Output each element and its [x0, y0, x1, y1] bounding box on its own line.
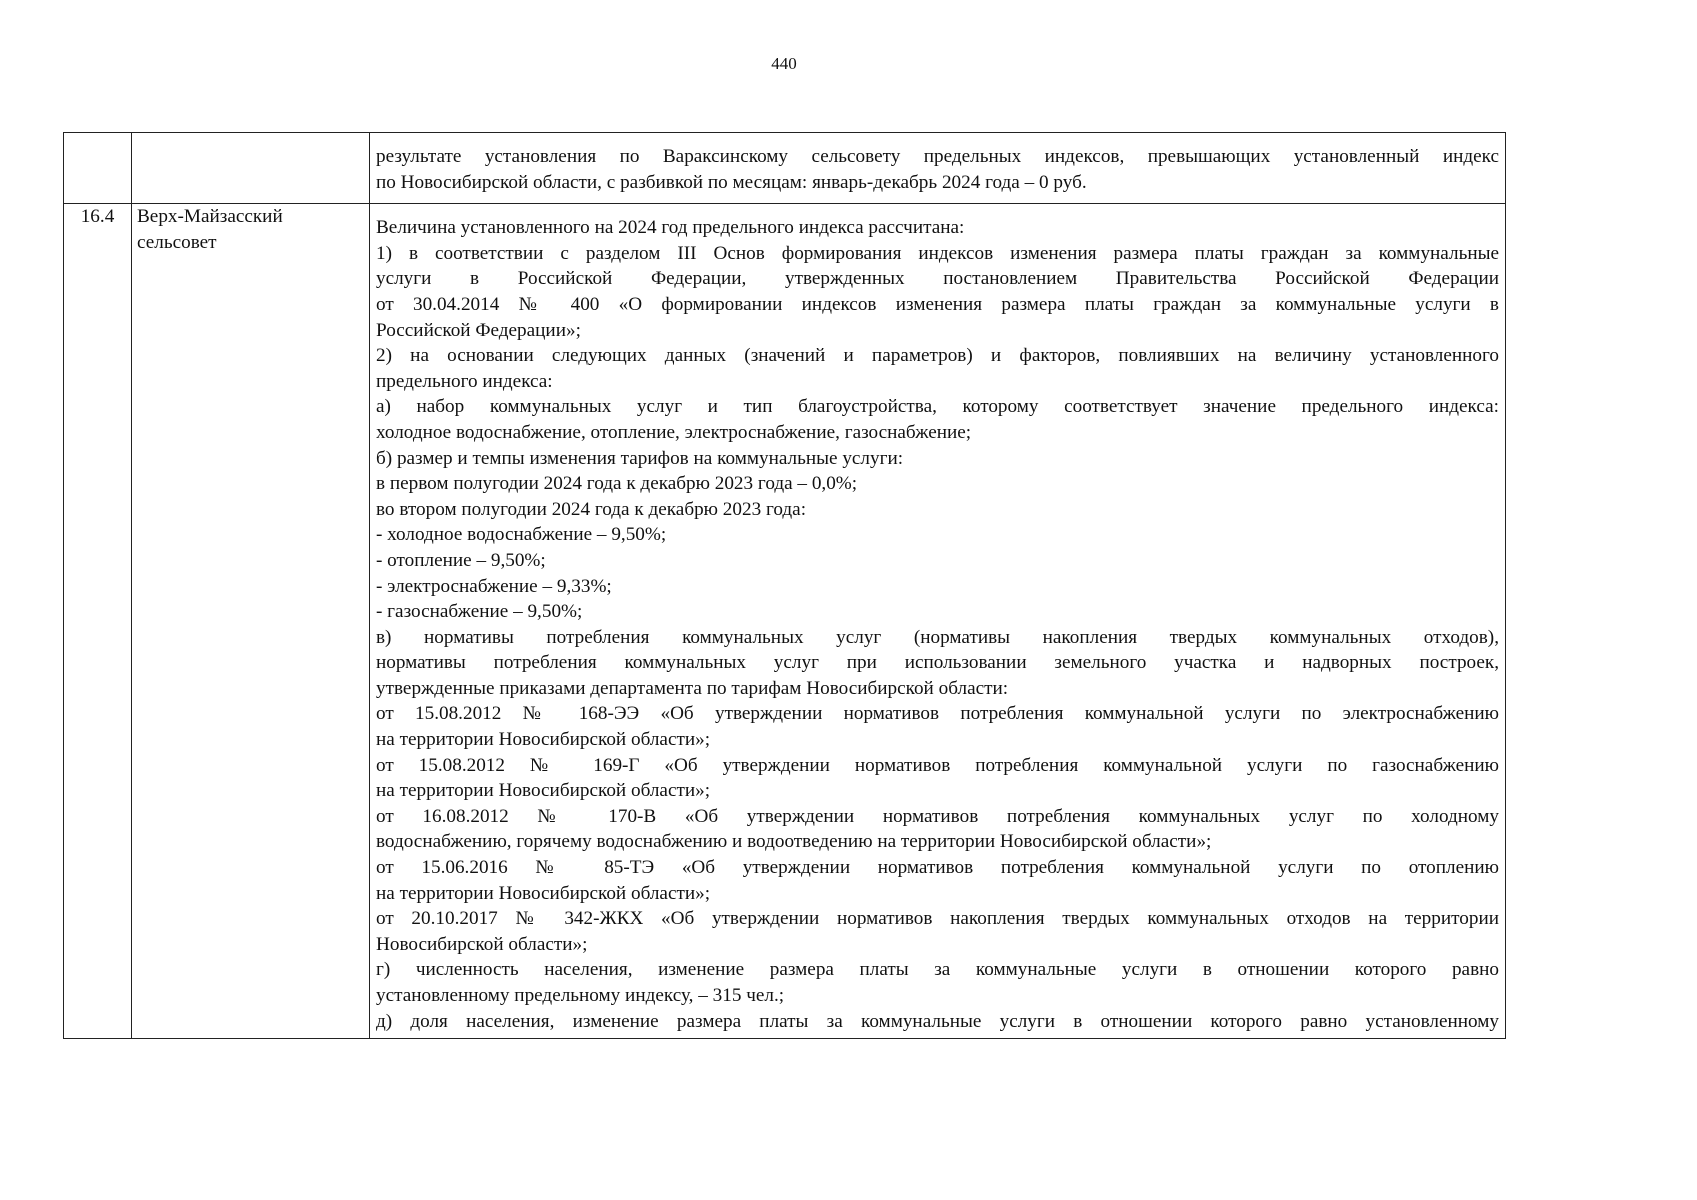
text-line: б) размер и темпы изменения тарифов на коммунальные услуги:: [376, 447, 904, 469]
text-line: - отопление – 9,50%;: [376, 549, 546, 571]
text-line: 2) на основании следующих данных (значений и параметров) и факторов, повлиявших на величину установленного: [376, 345, 1499, 367]
text-line: Российской Федерации»;: [376, 319, 581, 341]
table-row: [64, 204, 1506, 1039]
municipality-name-line: сельсовет: [137, 231, 217, 253]
text-line: во втором полугодии 2024 года к декабрю 2023 года:: [376, 498, 807, 520]
page-number: 440: [771, 54, 797, 73]
text-line: Величина установленного на 2024 год предельного индекса рассчитана:: [376, 217, 965, 239]
text-line: 1) в соответствии с разделом III Основ формирования индексов изменения размера платы граждан за коммунальные: [376, 242, 1499, 264]
text-line: водоснабжению, горячему водоснабжению и водоотведению на территории Новосибирской области»;: [376, 831, 1212, 853]
text-line: в) нормативы потребления коммунальных услуг (нормативы накопления твердых коммунальных отходов),: [376, 626, 1499, 648]
text-line: от 15.08.2012 № 168-ЭЭ «Об утверждении нормативов потребления коммунальной услуги по электроснабжению: [376, 703, 1499, 725]
municipality-name-cell: [132, 204, 370, 1039]
text-line: Новосибирской области»;: [376, 933, 588, 955]
text-line: на территории Новосибирской области»;: [376, 780, 711, 802]
text-line: результате установления по Вараксинскому сельсовету предельных индексов, превышающих установленный индекс: [376, 146, 1499, 167]
municipality-name-cell: [132, 133, 370, 204]
document-table: [63, 132, 1506, 1039]
text-line: - газоснабжение – 9,50%;: [376, 601, 583, 623]
text-line: по Новосибирской области, с разбивкой по месяцам: январь-декабрь 2024 года – 0 руб.: [376, 171, 1087, 193]
text-line: от 16.08.2012 № 170-В «Об утверждении нормативов потребления коммунальных услуг по холодному: [376, 805, 1499, 827]
text-line: на территории Новосибирской области»;: [376, 729, 711, 751]
text-line: услуги в Российской Федерации, утвержденных постановлением Правительства Российской Федерации: [376, 268, 1499, 290]
text-line: установленному предельному индексу, – 315 чел.;: [376, 985, 785, 1006]
row-text-cell: [370, 133, 1506, 204]
row-text-cell: [370, 204, 1506, 1039]
text-line: г) численность населения, изменение размера платы за коммунальные услуги в отношении которого равно: [376, 959, 1499, 981]
text-line: предельного индекса:: [376, 370, 553, 392]
text-line: в первом полугодии 2024 года к декабрю 2023 года – 0,0%;: [376, 473, 858, 495]
text-line: утвержденные приказами департамента по тарифам Новосибирской области:: [376, 677, 1009, 699]
text-line: от 20.10.2017 № 342-ЖКХ «Об утверждении нормативов накопления твердых коммунальных отходов на территории: [376, 908, 1499, 930]
text-line: от 30.04.2014 № 400 «О формировании индексов изменения размера платы граждан за коммунальные услуги в: [376, 293, 1499, 315]
row-number-cell: 16.4: [64, 204, 132, 1039]
row-number-cell: [64, 133, 132, 204]
text-line: - электроснабжение – 9,33%;: [376, 575, 612, 597]
text-line: д) доля населения, изменение размера платы за коммунальные услуги в отношении которого равно установленному: [376, 1010, 1499, 1032]
text-line: от 15.06.2016 № 85-ТЭ «Об утверждении нормативов потребления коммунальной услуги по отоплению: [376, 857, 1499, 879]
text-line: на территории Новосибирской области»;: [376, 882, 711, 904]
text-line: нормативы потребления коммунальных услуг при использовании земельного участка и надворных построек,: [376, 652, 1499, 674]
municipality-name-line: Верх-Майзасский: [137, 206, 283, 228]
text-line: от 15.08.2012 № 169-Г «Об утверждении нормативов потребления коммунальной услуги по газоснабжению: [376, 754, 1499, 776]
table-row: [64, 133, 1506, 204]
text-line: - холодное водоснабжение – 9,50%;: [376, 524, 667, 546]
text-line: а) набор коммунальных услуг и тип благоустройства, которому соответствует значение предельного индекса:: [376, 396, 1499, 418]
text-line: холодное водоснабжение, отопление, электроснабжение, газоснабжение;: [376, 421, 972, 443]
